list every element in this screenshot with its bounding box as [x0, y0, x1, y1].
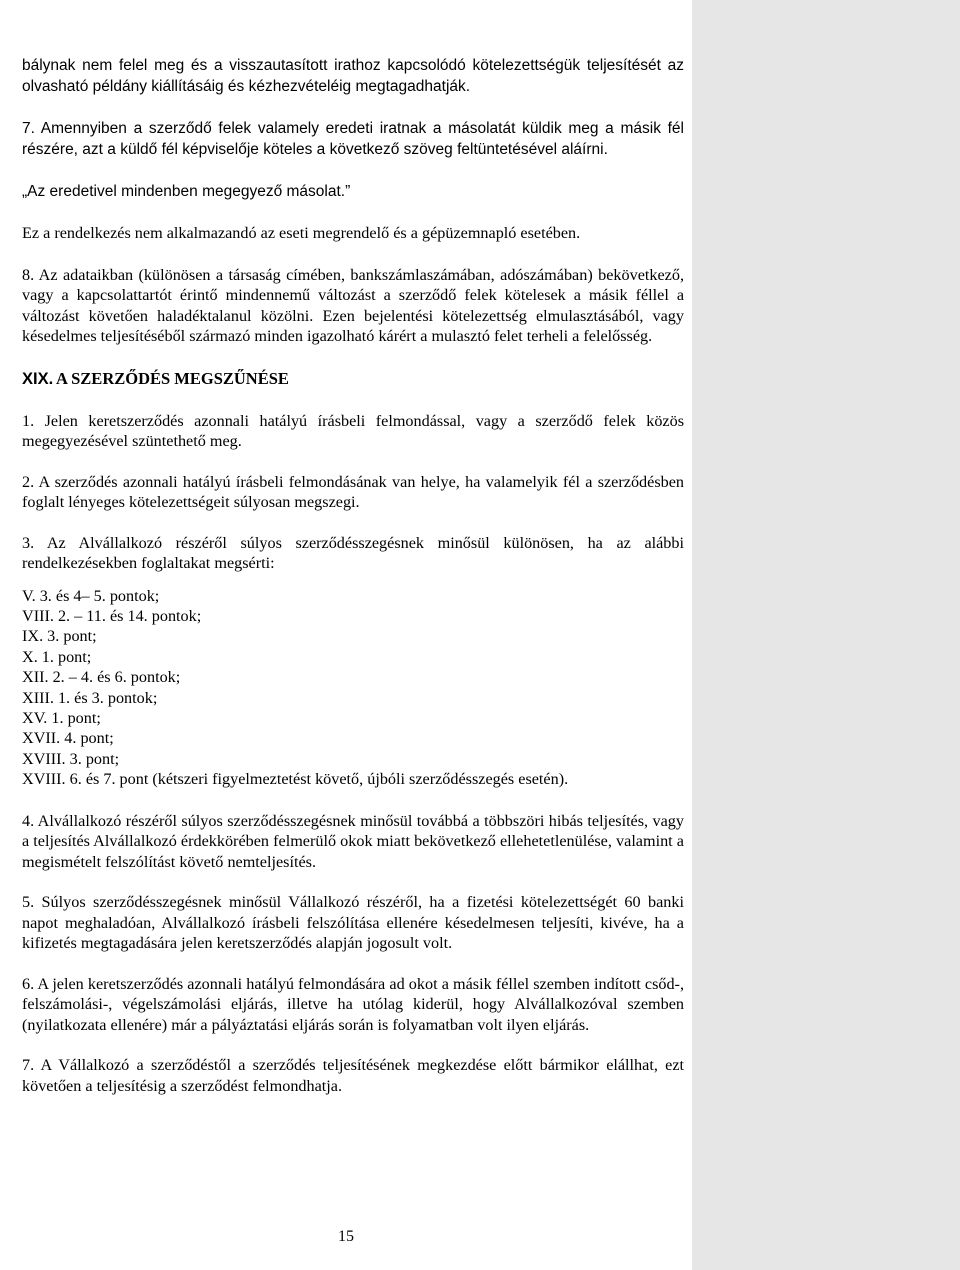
paragraph-8-data-changes: 8. Az adataikban (különösen a társaság címében, bankszámlaszámában, adószámában) bekövetkező, vagy a kapcsolattartót érintő mindennemű változást a szerződő felek kötelesek a másik féllel a változást követően haladéktalanul közölni. Ezen bejelentési kötelezettség elmulasztásából, vagy késedelmes teljesítéséből származó minden igazolható kárért a mulasztó felet terheli a felelősség. [22, 265, 684, 345]
breach-list [22, 586, 684, 790]
section-paragraph-4: 4. Alvállalkozó részéről súlyos szerződésszegésnek minősül továbbá a többszöri hibás teljesítés, vagy a teljesítés Alvállalkozó érdekkörében felmerülő okok miatt bekövetkező ellehetetlenülése, valamint a megismételt felszólítást követő nemteljesítés. [22, 811, 684, 871]
comment-margin-pane [692, 0, 960, 1270]
list-item: XIII. 1. és 3. pontok; [22, 688, 158, 707]
list-item: VIII. 2. – 11. és 14. pontok; [22, 606, 202, 625]
list-item: XVIII. 6. és 7. pont (kétszeri figyelmeztetést követő, újbóli szerződésszegés esetén). [22, 770, 569, 789]
section-paragraph-5: 5. Súlyos szerződésszegésnek minősül Vállalkozó részéről, ha a fizetési kötelezettségét 60 banki napot meghaladóan, Alvállalkozó írásbeli felszólítása ellenére késedelmesen teljesíti, kivéve, ha a kifizetés megtagadására jelen keretszerződés alapján jogosult volt. [22, 893, 684, 953]
page-number: 15 [338, 1228, 354, 1245]
section-paragraph-2: 2. A szerződés azonnali hatályú írásbeli felmondásának van helye, ha valamelyik fél a szerződésben foglalt lényeges kötelezettségeit súlyosan megszegi. [22, 472, 684, 511]
certified-copy-quote: „Az eredetivel mindenben megegyező másolat.” [22, 183, 351, 200]
section-paragraph-6: 6. A jelen keretszerződés azonnali hatályú felmondására ad okot a másik féllel szemben indított csőd-, felszámolási-, végelszámolási eljárás, illetve ha utólag kiderül, hogy Alvállalkozóval szemben (nyilatkozata ellenére) már a pályáztatási eljárás során is folyamatban volt ilyen eljárás. [22, 974, 684, 1034]
list-item: XII. 2. – 4. és 6. pontok; [22, 668, 181, 687]
section-paragraph-1: 1. Jelen keretszerződés azonnali hatályú írásbeli felmondással, vagy a szerződő felek közös megegyezésével szüntethető meg. [22, 411, 684, 450]
list-item: V. 3. és 4– 5. pontok; [22, 586, 160, 605]
section-number: XIX. [22, 369, 54, 388]
list-item: XV. 1. pont; [22, 708, 101, 727]
section-heading [22, 369, 684, 389]
section-paragraph-3: 3. Az Alvállalkozó részéről súlyos szerződésszegésnek minősül különösen, ha az alábbi rendelkezésekben foglaltakat megsérti: [22, 533, 684, 572]
list-item: X. 1. pont; [22, 647, 92, 666]
section-title: A SZERZŐDÉS MEGSZŰNÉSE [56, 368, 289, 388]
paragraph-continuation: bálynak nem felel meg és a visszautasított irathoz kapcsolódó kötelezettségük teljesítését az olvasható példány kiállításáig és kézhezvételéig megtagadhatják. [22, 57, 684, 95]
list-item: XVII. 4. pont; [22, 729, 114, 748]
section-paragraph-7: 7. A Vállalkozó a szerződéstől a szerződés teljesítésének megkezdése előtt bármikor elállhat, ezt követően a teljesítésig a szerződést felmondhatja. [22, 1056, 684, 1095]
page-content [22, 55, 684, 1096]
list-item: IX. 3. pont; [22, 627, 97, 646]
paragraph-7-copies: 7. Amennyiben a szerződő felek valamely eredeti iratnak a másolatát küldik meg a másik fél részére, azt a küldő fél képviselője köteles a következő szöveg feltüntetésével aláírni. [22, 120, 684, 158]
list-item: XVIII. 3. pont; [22, 749, 120, 768]
paragraph-exception: Ez a rendelkezés nem alkalmazandó az eseti megrendelő és a gépüzemnapló esetében. [22, 224, 581, 242]
